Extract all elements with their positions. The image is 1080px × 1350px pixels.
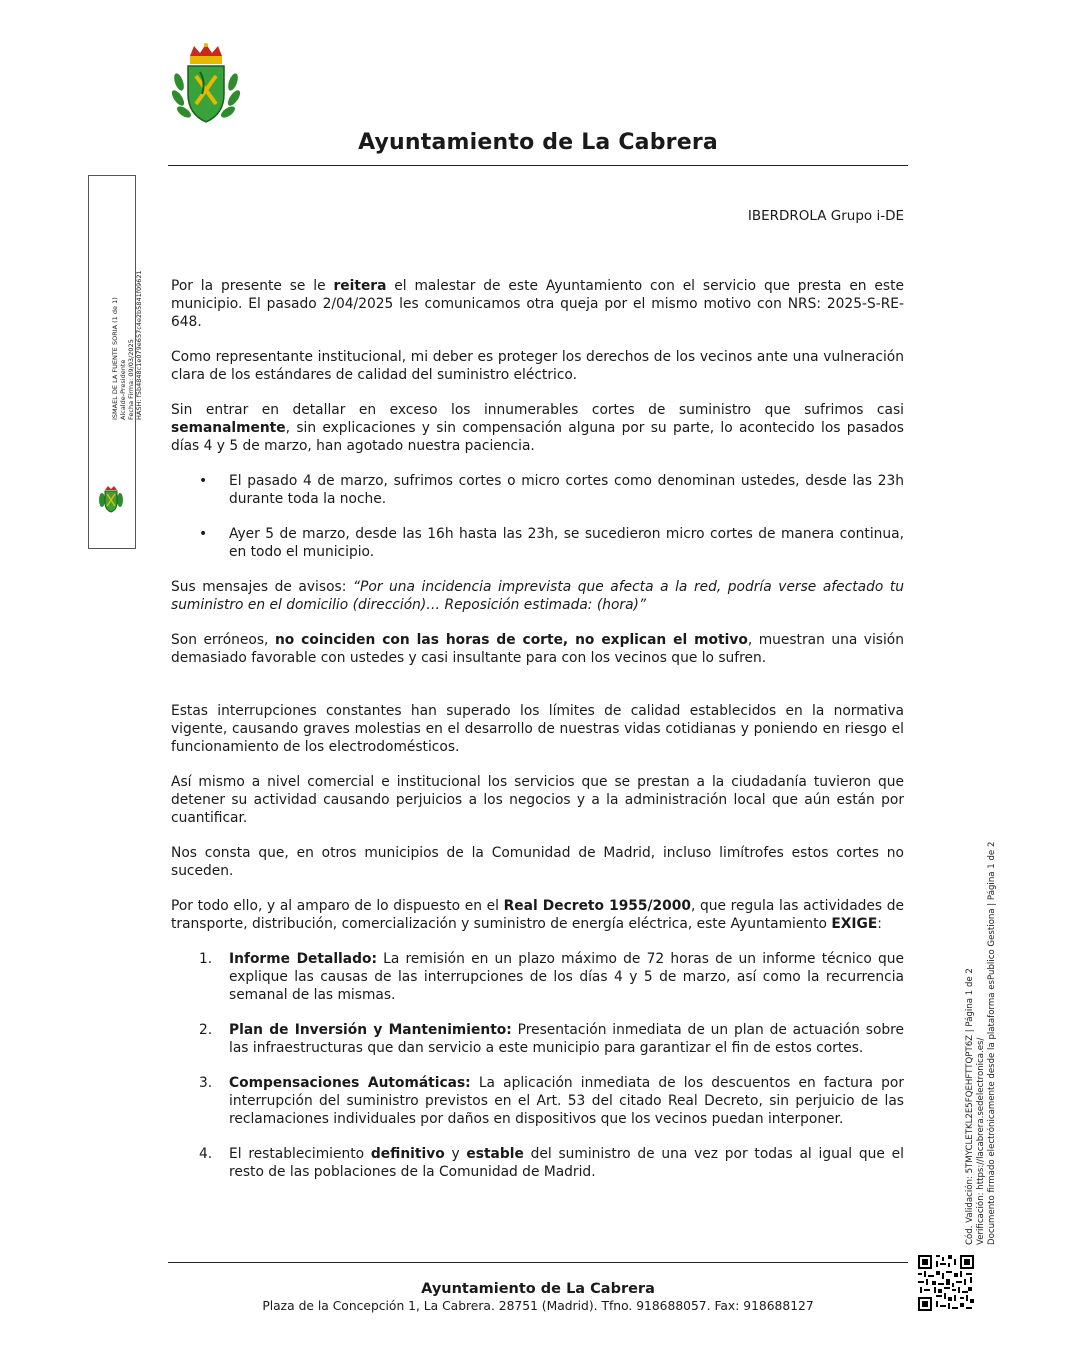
paragraph: Por todo ello, y al amparo de lo dispuesto en el Real Decreto 1955/2000, que regula las actividades de transporte, distribución, comercialización y suministro de energía eléctrica, este Ayuntamiento EXIGE: [171,898,905,932]
list-item: 1. Informe Detallado: La remisión en un plazo máximo de 72 horas de un informe técnico que explique las causas de las interrupciones de los días 4 y 5 de marzo, así como la recurrencia semanal de las mismas. [199,951,904,1003]
validation-line: Cód. Validación: 5TMYCLETKL2E5FQEHFTTQPT6Z | Página 1 de 2 [965,968,975,1245]
paragraph: Como representante institucional, mi deber es proteger los derechos de los vecinos ante una vulneración clara de los estándares de calidad del suministro eléctrico. [171,349,904,383]
stamp-line: Fecha Firma: 09/03/2025 [127,339,135,420]
list-item: 3. Compensaciones Automáticas: La aplicación inmediata de los descuentos en factura por interrupción del suministro previstos en el Art. 53 del citado Real Decreto, sin perjuicio de las reclamaciones individuales por daños en dispositivos que los vecinos puedan interponer. [199,1075,905,1127]
qr-code-icon [918,1255,974,1311]
letter-body [171,277,904,1198]
recipient: IBERDROLA Grupo i-DE [747,208,904,224]
validation-text [965,842,998,1245]
header-divider [168,165,908,166]
paragraph: Por la presente se le reitera el malestar de este Ayuntamiento con el servicio que presta en este municipio. El pasado 2/04/2025 les comunicamos otra queja por el mismo motivo con NRS: 2025-S-RE-648. [171,278,904,330]
validation-line: Verificación: https://lacabrera.sedelectronica.es/ [976,1037,986,1245]
footer-address: Plaza de la Concepción 1, La Cabrera. 28751 (Madrid). Tfno. 918688057. Fax: 918688127 [262,1299,814,1313]
stamp-line: Alcalde-Presidente [119,359,127,420]
paragraph: Estas interrupciones constantes han superado los límites de calidad establecidos en la normativa vigente, causando graves molestias en el desarrollo de nuestras vidas cotidianas y poniendo en riesgo el funcionamiento de los electrodomésticos. [171,703,904,755]
incident-list [171,472,904,561]
footer-title: Ayuntamiento de La Cabrera [421,1281,655,1297]
stamp-line: ISMAEL DE LA FUENTE SORIA (1 de 1) [111,297,119,420]
demands-list [171,950,904,1181]
stamp-line: HASH: f5b4848c1e079e657c4e2b5841f09621 [135,270,143,420]
paragraph: Sin entrar en detallar en exceso los innumerables cortes de suministro que sufrimos casi semanalmente, sin explicaciones y sin compensación alguna por su parte, lo acontecido los pasados días 4 y 5 de marzo, han agotado nuestra paciencia. [171,402,904,454]
list-item: • El pasado 4 de marzo, sufrimos cortes o micro cortes como denominan ustedes, desde las 23h durante toda la noche. [171,472,904,508]
coat-of-arms-icon [170,42,242,126]
list-item: 4. El restablecimiento definitivo y estable del suministro de una vez por todas al igual que el resto de las poblaciones de la Comunidad de Madrid. [199,1146,904,1180]
validation-line: Documento firmado electrónicamente desde la plataforma esPublico Gestiona | Página 1 de 2 [987,841,997,1245]
paragraph: Así mismo a nivel comercial e institucional los servicios que se prestan a la ciudadanía tuvieron que detener su actividad causando perjuicios a los negocios y a la administración local que aún están por cuantificar. [171,774,904,826]
page-title: Ayuntamiento de La Cabrera [358,130,718,155]
stamp-crest-icon [96,484,126,514]
list-item: • Ayer 5 de marzo, desde las 16h hasta las 23h, se sucedieron micro cortes de manera continua, en todo el municipio. [171,525,904,561]
paragraph: Son erróneos, no coinciden con las horas de corte, no explican el motivo, muestran una visión demasiado favorable con ustedes y casi insultante para con los vecinos que lo sufren. [171,632,904,666]
paragraph: Nos consta que, en otros municipios de la Comunidad de Madrid, incluso limítrofes estos cortes no suceden. [171,845,904,879]
signature-stamp-text [111,270,143,420]
paragraph: Sus mensajes de avisos: “Por una incidencia imprevista que afecta a la red, podría verse afectado tu suministro en el domicilio (dirección)… Reposición estimada: (hora)” [171,579,904,613]
footer-divider [168,1262,908,1263]
list-item: 2. Plan de Inversión y Mantenimiento: Presentación inmediata de un plan de actuación sobre las infraestructuras que dan servicio a este municipio para garantizar el fin de estos cortes. [199,1022,904,1056]
